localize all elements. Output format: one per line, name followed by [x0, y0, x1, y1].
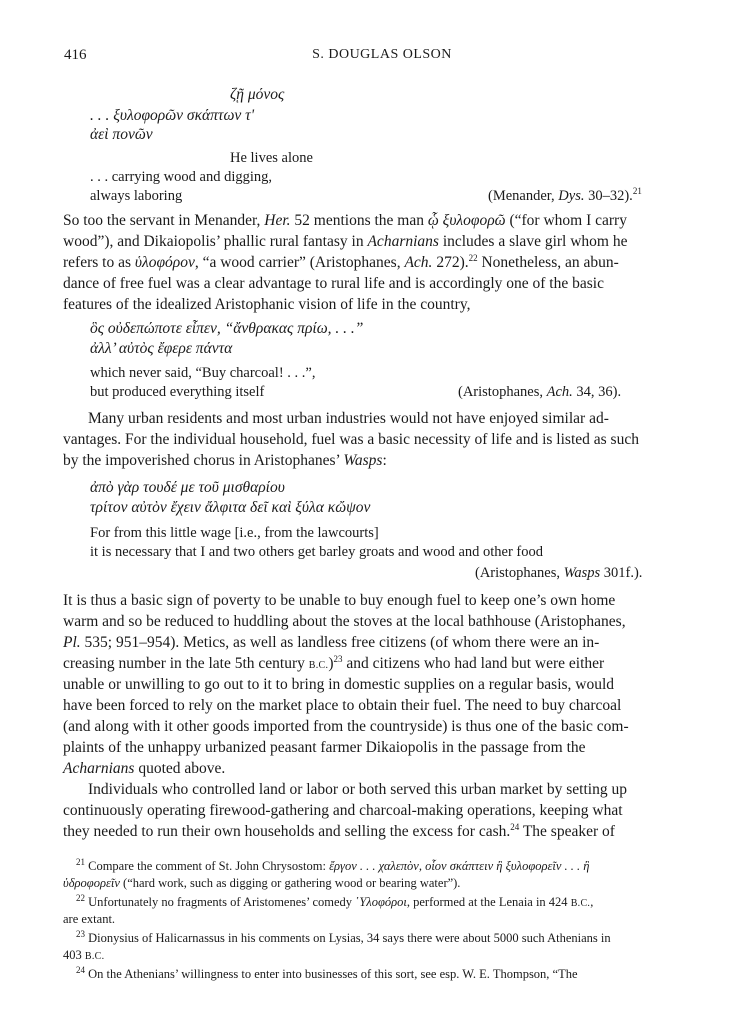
quote2-english-line: but produced everything itself — [90, 384, 265, 400]
footnote-ref: 23 — [333, 653, 343, 664]
footnote-22: $^{22}$ Unfortunately no fragments of Aristomenes’ comedy ῾Υλοφόροι, performed at the Lenaia in 424 B.C., — [76, 892, 594, 909]
para3-line: creasing number in the late 5th century B.C.)$^{23}$ and citizens who had land but were either — [63, 653, 605, 672]
quote1-greek-line: . . . ξυλοφορῶν σκάπτων τ' — [90, 107, 255, 124]
quote1-source: (Menander, Dys. 30–32).$^{21}$ — [488, 186, 642, 204]
para1-line: So too the servant in Menander, Her. 52 mentions the man ᾧ ξυλοφορῶ (“for whom I carry — [63, 212, 627, 229]
footnote-ref: 21 — [632, 186, 642, 197]
quote3-source: (Aristophanes, Wasps 301f.). — [475, 565, 643, 581]
para2-line: Many urban residents and most urban industries would not have enjoyed similar ad- — [88, 410, 609, 427]
footnote-21: $^{21}$ Compare the comment of St. John Chrysostom: ἔργον . . . χαλεπὸν, οἷον σκάπτειν ἢ ξυλοφορεῖν . . . ἢ — [76, 856, 590, 873]
para4-line: they needed to run their own households and selling the excess for cash.$^{24}$ The speaker of — [63, 821, 615, 840]
para1-line: refers to as ὑλοφόρον, “a wood carrier” (Aristophanes, Ach. 272).$^{22}$ Nonetheless, an abun- — [63, 252, 619, 271]
footnote-22-cont: are extant. — [63, 912, 116, 926]
footnote-ref: 22 — [468, 252, 478, 263]
para4-line: continuously operating firewood-gathering and charcoal-making operations, keeping what — [63, 802, 623, 819]
quote1-greek-line: ζῇ μόνος — [230, 86, 285, 103]
para3-line: Pl. 535; 951–954). Metics, as well as landless free citizens (of whom there were an in- — [63, 634, 600, 651]
quote3-english-line: For from this little wage [i.e., from the lawcourts] — [90, 525, 379, 541]
para2-line: by the impoverished chorus in Aristophanes’ Wasps: — [63, 452, 387, 469]
footnote-ref: 24 — [510, 821, 520, 832]
para3-line: It is thus a basic sign of poverty to be unable to buy enough fuel to keep one’s own home — [63, 592, 616, 609]
quote1-english-line: . . . carrying wood and digging, — [90, 169, 273, 185]
para1-line: dance of free fuel was a clear advantage to rural life and is accordingly one of the basic — [63, 275, 604, 292]
para1-line: wood”), and Dikaiopolis’ phallic rural fantasy in Acharnians includes a slave girl whom he — [63, 233, 628, 250]
page-header — [64, 47, 700, 67]
quote3-greek-line: ἀπὸ γὰρ τουδέ με τοῦ μισθαρίου — [90, 479, 285, 496]
quote1-english-line: He lives alone — [230, 150, 313, 166]
quote3-english-line: it is necessary that I and two others get barley groats and wood and other food — [90, 544, 543, 560]
footnote-24: $^{24}$ On the Athenians’ willingness to enter into businesses of this sort, see esp. W. E. Thompson, “The — [76, 964, 578, 981]
quote2-english-line: which never said, “Buy charcoal! . . .”, — [90, 365, 316, 381]
quote1-english-line: always laboring — [90, 188, 183, 204]
para1-line: features of the idealized Aristophanic vision of life in the country, — [63, 296, 471, 313]
para2-line: vantages. For the individual household, fuel was a basic necessity of life and is listed as such — [63, 431, 639, 448]
para3-line: Acharnians quoted above. — [63, 760, 226, 777]
para3-line: (and along with it other goods imported from the countryside) is thus one of the basic com- — [63, 718, 629, 735]
quote2-greek-line: ὃς οὐδεπώποτε εἶπεν, “ἄνθρακας πρίω, . . .” — [90, 320, 364, 337]
footnote-23: $^{23}$ Dionysius of Halicarnassus in his comments on Lysias, 34 says there were about 5000 such Athenians in — [76, 928, 611, 945]
quote2-source: (Aristophanes, Ach. 34, 36). — [458, 384, 622, 400]
footnote-23-cont: 403 B.C. — [63, 948, 105, 962]
quote1-greek-line: ἀεὶ πονῶν — [90, 126, 153, 143]
para3-line: have been forced to rely on the market place to obtain their fuel. The need to buy charcoal — [63, 697, 622, 714]
para4-line: Individuals who controlled land or labor or both served this urban market by setting up — [88, 781, 627, 798]
running-head: S. DOUGLAS OLSON — [312, 47, 452, 62]
para3-line: plaints of the unhappy urbanized peasant farmer Dikaiopolis in the passage from the — [63, 739, 586, 756]
quote2-greek-line: ἀλλ’ αὐτὸς ἔφερε πάντα — [90, 340, 233, 357]
para3-line: warm and so be reduced to huddling about the stoves at the local bathhouse (Aristophanes, — [63, 613, 626, 630]
para3-line: unable or unwilling to go out to it to bring in domestic supplies on a regular basis, would — [63, 676, 615, 693]
footnote-21-cont: ὑδροφορεῖν (“hard work, such as digging or gathering wood or bearing water”). — [63, 876, 461, 890]
page-number: 416 — [64, 47, 87, 63]
quote3-greek-line: τρίτον αὐτὸν ἔχειν ἄλφιτα δεῖ καὶ ξύλα κὤψον — [90, 499, 371, 516]
